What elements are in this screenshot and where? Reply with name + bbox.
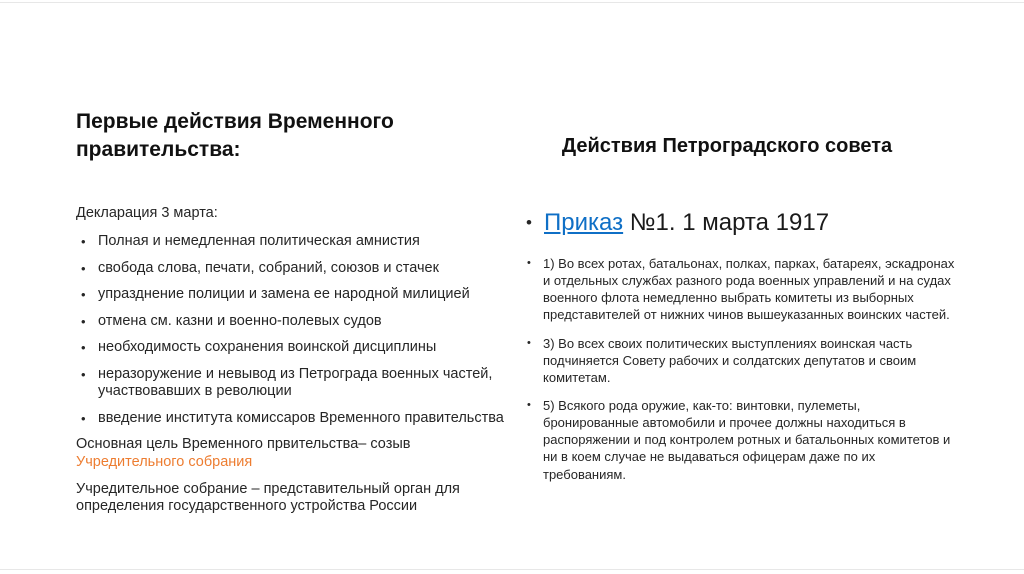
list-item [76, 410, 512, 428]
list-item [524, 335, 956, 386]
list-item-text: 5) Всякого рода оружие, как-то: винтовки, пулеметы, бронированные автомобили и прочее должны находиться в распоряжении и под контролем ротных и батальонных комитетов и ни в коем случае не выдаваться офицерам даже по их требованиям. [543, 397, 951, 482]
bullet-icon: • [81, 410, 86, 426]
list-item [524, 255, 956, 324]
main-goal-paragraph [76, 436, 512, 471]
constituent-assembly-highlight: Учредительного собрания [76, 453, 253, 470]
slide-bottom-edge [0, 569, 1024, 570]
declaration-heading: Декларация 3 марта: [76, 204, 218, 221]
list-item [76, 260, 512, 278]
bullet-icon: • [527, 398, 531, 411]
order-no1-text [544, 209, 829, 238]
list-item-text: неразоружение и невывод из Петрограда военных частей, участвовавших в революции [98, 365, 493, 400]
list-item-text: 3) Во всех своих политических выступлениях воинская часть подчиняется Совету рабочих и солдатских депутатов и своим комитетам. [543, 335, 917, 385]
bullet-icon: • [526, 213, 532, 232]
bullet-icon: • [81, 340, 86, 356]
bullet-icon: • [81, 287, 86, 303]
list-item-text: 1) Во всех ротах, батальонах, полках, парках, батареях, эскадронах и отдельных службах разного рода военных управлений и на судах военного флота немедленно выбрать комитеты из выборных представителей от нижних чинов вышеуказанных воинских частей. [543, 255, 955, 323]
list-item [76, 339, 512, 357]
left-column-title: Первые действия Временного правительства: [76, 110, 394, 162]
slide-top-edge [0, 2, 1024, 3]
list-item-text: свобода слова, печати, собраний, союзов и стачек [98, 259, 439, 276]
order-points-list [524, 255, 956, 483]
bullet-icon: • [527, 256, 531, 269]
list-item-text: Полная и немедленная политическая амнистия [98, 233, 420, 250]
list-item-text: необходимость сохранения воинской дисциплины [98, 339, 437, 356]
declaration-bullet-list [76, 233, 512, 427]
bullet-icon: • [527, 336, 531, 349]
right-column [524, 134, 956, 494]
list-item-text: введение института комиссаров Временного правительства [98, 409, 504, 426]
list-item [76, 286, 512, 304]
constituent-assembly-note: Учредительное собрание – представительный орган для определения государственного устройства России [76, 480, 460, 515]
list-item [524, 397, 956, 483]
list-item [76, 366, 512, 401]
order-no1-heading [524, 209, 956, 238]
order-no1-rest: №1. 1 марта 1917 [623, 209, 830, 236]
list-item [76, 233, 512, 251]
prikaz-link[interactable]: Приказ [544, 209, 624, 236]
list-item-text: отмена см. казни и военно-полевых судов [98, 312, 382, 329]
bullet-icon: • [81, 234, 86, 250]
bullet-icon: • [81, 260, 86, 276]
left-column [76, 108, 512, 516]
list-item [76, 313, 512, 331]
bullet-icon: • [81, 366, 86, 382]
bullet-icon: • [81, 313, 86, 329]
right-column-title: Действия Петроградского совета [561, 135, 893, 157]
main-goal-text: Основная цель Временного првительства– созыв [76, 436, 411, 453]
list-item-text: упразднение полиции и замена ее народной милицией [98, 286, 470, 303]
